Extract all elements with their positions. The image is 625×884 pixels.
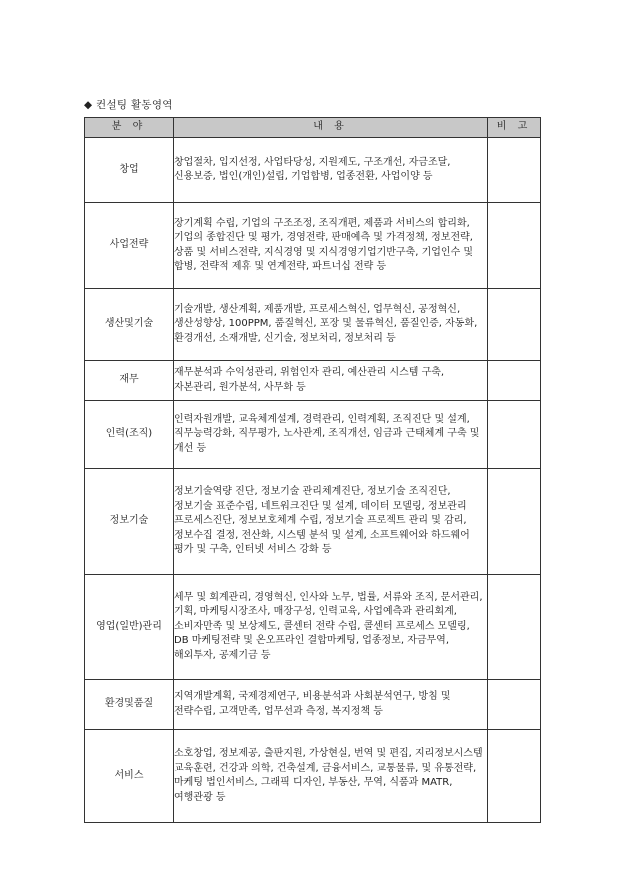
table-header-row xyxy=(85,118,541,138)
row-content: 창업절차, 입지선정, 사업타당성, 지원제도, 구조개선, 자금조달, 신용보증, 법인(개인)설립, 기업합병, 업종전환, 사업이양 등 xyxy=(174,138,488,203)
row-note xyxy=(488,730,541,823)
row-field: 서비스 xyxy=(85,730,174,823)
header-content: 내 용 xyxy=(174,118,488,138)
table-row xyxy=(85,469,541,575)
row-note xyxy=(488,401,541,469)
table-row xyxy=(85,680,541,730)
row-field: 창업 xyxy=(85,138,174,203)
row-content: 재무분석과 수익성관리, 위험인자 관리, 예산관리 시스템 구축, 자본관리, 원가분석, 사무화 등 xyxy=(174,361,488,401)
row-note xyxy=(488,680,541,730)
row-note xyxy=(488,289,541,361)
row-content: 장기계획 수립, 기업의 구조조정, 조직개편, 제품과 서비스의 합리화, 기업의 종합진단 및 평가, 경영전략, 판매예측 및 가격정책, 정보전략, 상품 및 서비스전략, 지식경영 및 지식경영기업기반구축, 기업인수 및 합병, 전략적 제휴 및 연계전략, 파트너십 전략 등 xyxy=(174,203,488,289)
row-note xyxy=(488,575,541,680)
row-field: 정보기술 xyxy=(85,469,174,575)
header-note: 비 고 xyxy=(488,118,541,138)
row-content: 인력자원개발, 교육체계설계, 경력관리, 인력계획, 조직진단 및 설계, 직무능력강화, 직무평가, 노사관계, 조직개선, 임금과 근태체계 구축 및 개선 등 xyxy=(174,401,488,469)
row-field: 사업전략 xyxy=(85,203,174,289)
row-content: 소호창업, 정보제공, 출판지원, 가상현실, 번역 및 편집, 지리정보시스템 교육훈련, 건강과 의학, 건축설계, 금융서비스, 교통물류, 및 유통전략, 마케팅 법인서비스, 그래픽 디자인, 부동산, 무역, 식품과 MATR, 여행관광 등 xyxy=(174,730,488,823)
row-content: 정보기술역량 진단, 정보기술 관리체계진단, 정보기술 조직진단, 정보기술 표준수립, 네트워크진단 및 설계, 데이터 모델링, 정보관리 프로세스진단, 정보보호체계 수립, 정보기술 프로젝트 관리 및 감리, 정보수집 결정, 전산화, 시스템 분석 및 설계, 소프트웨어와 하드웨어 평가 및 구축, 인터넷 서비스 강화 등 xyxy=(174,469,488,575)
row-field: 재무 xyxy=(85,361,174,401)
row-note xyxy=(488,361,541,401)
consulting-areas-table xyxy=(84,117,541,823)
header-field: 분 야 xyxy=(85,118,174,138)
table-row xyxy=(85,730,541,823)
table-row xyxy=(85,289,541,361)
row-field: 인력(조직) xyxy=(85,401,174,469)
table-row xyxy=(85,401,541,469)
row-content: 지역개발계획, 국제경제연구, 비용분석과 사회분석연구, 방침 및 전략수립, 고객만족, 업무선과 측정, 복지정책 등 xyxy=(174,680,488,730)
row-field: 영업(일반)관리 xyxy=(85,575,174,680)
row-content: 세무 및 회계관리, 경영혁신, 인사와 노무, 법률, 서류와 조직, 문서관리, 기획, 마케팅시장조사, 매장구성, 인력교육, 사업예측과 관리회계, 소비자만족 및 보상제도, 콜센터 전략 수립, 콜센터 프로세스 모델링, DB 마케팅전략 및 온오프라인 결합마케팅, 업종정보, 자금무역, 해외투자, 공제기금 등 xyxy=(174,575,488,680)
row-note xyxy=(488,138,541,203)
table-row xyxy=(85,361,541,401)
table-row xyxy=(85,203,541,289)
section-heading: ◆ 컨설팅 활동영역 xyxy=(84,99,173,111)
row-field: 생산및기술 xyxy=(85,289,174,361)
row-field: 환경및품질 xyxy=(85,680,174,730)
row-content: 기술개발, 생산계획, 제품개발, 프로세스혁신, 업무혁신, 공정혁신, 생산성향상, 100PPM, 품질혁신, 포장 및 물류혁신, 품질인증, 자동화, 환경개선, 소재개발, 신기술, 정보처리, 정보처리 등 xyxy=(174,289,488,361)
row-note xyxy=(488,203,541,289)
row-note xyxy=(488,469,541,575)
table-row xyxy=(85,138,541,203)
table-row xyxy=(85,575,541,680)
